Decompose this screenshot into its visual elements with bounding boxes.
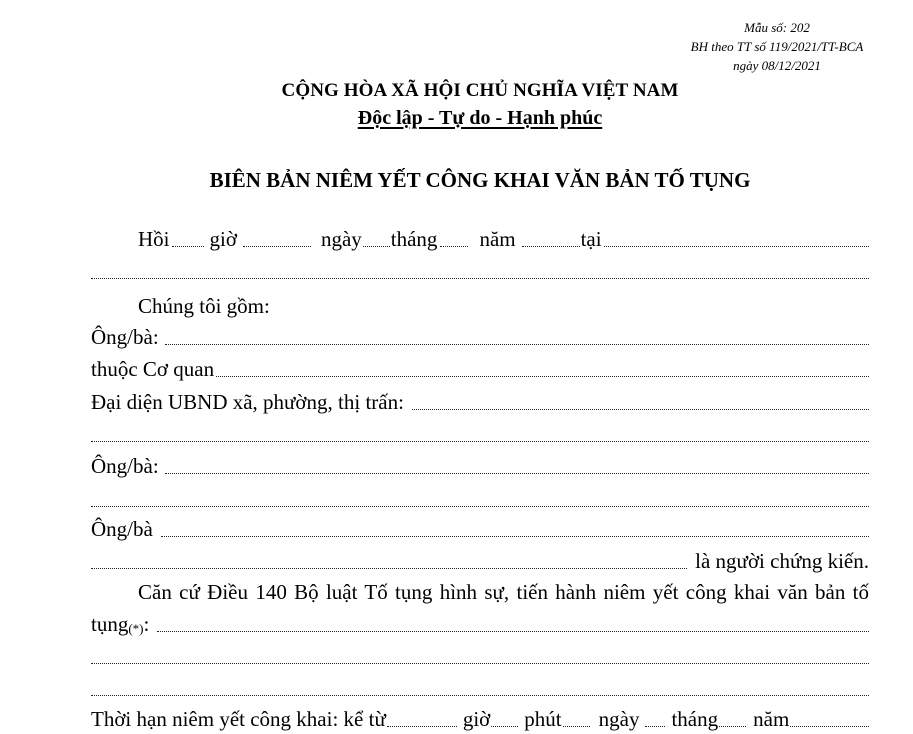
person3-label: Ông/bà — [91, 517, 153, 541]
nation-motto — [0, 107, 913, 130]
duration-ngay-label: ngày — [598, 707, 640, 731]
time-place-line-2 — [91, 258, 869, 284]
form-issued-date: ngày 08/12/2021 — [733, 58, 821, 73]
person2-line-2 — [91, 486, 869, 512]
field-gio[interactable] — [243, 246, 311, 247]
field-nam[interactable] — [522, 246, 580, 247]
duration-thang-label: tháng — [671, 707, 719, 731]
motto-text: Độc lập - Tự do - Hạnh phúc — [357, 107, 603, 129]
ubnd-line-2 — [91, 421, 869, 447]
duration-line — [91, 706, 869, 732]
agency-label: thuộc Cơ quan — [91, 357, 215, 381]
duration-label: Thời hạn niêm yết công khai: kể từ — [91, 707, 386, 731]
field-hoi[interactable] — [172, 246, 204, 247]
agency-field[interactable] — [216, 376, 869, 377]
person1-field[interactable] — [165, 344, 869, 345]
participants-intro: Chúng tôi gồm: — [138, 294, 270, 318]
person1-line — [91, 324, 869, 350]
person2-field-continued[interactable] — [91, 506, 869, 507]
label-ngay: ngày — [320, 227, 362, 251]
duration-thang-field[interactable] — [719, 726, 746, 727]
basis-line-1: Căn cứ Điều 140 Bộ luật Tố tụng hình sự, tiến hành niêm yết công khai văn bản tố — [138, 580, 869, 604]
agency-line — [91, 356, 869, 382]
time-place-line — [91, 226, 869, 252]
document-title: BIÊN BẢN NIÊM YẾT CÔNG KHAI VĂN BẢN TỐ TỤNG — [209, 168, 751, 192]
document-name-field[interactable] — [157, 631, 869, 632]
document-name-field-continued[interactable] — [91, 663, 869, 664]
document-name-field-continued-2[interactable] — [91, 695, 869, 696]
person1-label: Ông/bà: — [91, 325, 159, 349]
witness-suffix: là người chứng kiến. — [695, 549, 869, 573]
ubnd-field-continued[interactable] — [91, 441, 869, 442]
participants-intro-line — [91, 293, 869, 319]
person2-line — [91, 453, 869, 479]
person2-label: Ông/bà: — [91, 454, 159, 478]
field-ngay[interactable] — [363, 246, 390, 247]
duration-from-field[interactable] — [387, 726, 457, 727]
field-tai-continued[interactable] — [91, 278, 869, 279]
label-hoi: Hồi — [138, 227, 170, 251]
nation-title: CỘNG HÒA XÃ HỘI CHỦ NGHĨA VIỆT NAM — [281, 80, 679, 101]
ubnd-field[interactable] — [412, 409, 869, 410]
label-tai: tại — [580, 227, 602, 251]
witness-line — [91, 548, 869, 574]
witness-field[interactable] — [91, 568, 687, 569]
person3-line — [91, 516, 869, 542]
duration-phut-field[interactable] — [563, 726, 590, 727]
duration-phut-label: phút — [524, 707, 562, 731]
basis-line-4 — [91, 675, 869, 701]
duration-gio-label: giờ — [462, 707, 491, 731]
footnote-marker: (*) — [128, 621, 144, 636]
basis-word: tụng — [91, 612, 129, 636]
ubnd-label: Đại diện UBND xã, phường, thị trấn: — [91, 390, 404, 414]
label-gio: giờ — [209, 227, 237, 251]
field-tai[interactable] — [604, 246, 869, 247]
label-nam: năm — [479, 227, 516, 251]
duration-ngay-field[interactable] — [645, 726, 665, 727]
duration-gio-field[interactable] — [491, 726, 518, 727]
basis-colon: : — [143, 612, 150, 636]
form-meta — [677, 18, 877, 75]
ubnd-line — [91, 389, 869, 415]
label-thang: tháng — [390, 227, 438, 251]
field-thang[interactable] — [440, 246, 468, 247]
form-number: Mẫu số: 202 — [744, 20, 810, 35]
basis-line-3 — [91, 643, 869, 669]
person3-field[interactable] — [161, 536, 869, 537]
form-issued-by: BH theo TT số 119/2021/TT-BCA — [690, 39, 864, 54]
person2-field[interactable] — [165, 473, 869, 474]
duration-nam-label: năm — [753, 707, 790, 731]
basis-line-2 — [91, 611, 869, 637]
duration-nam-field[interactable] — [790, 726, 869, 727]
